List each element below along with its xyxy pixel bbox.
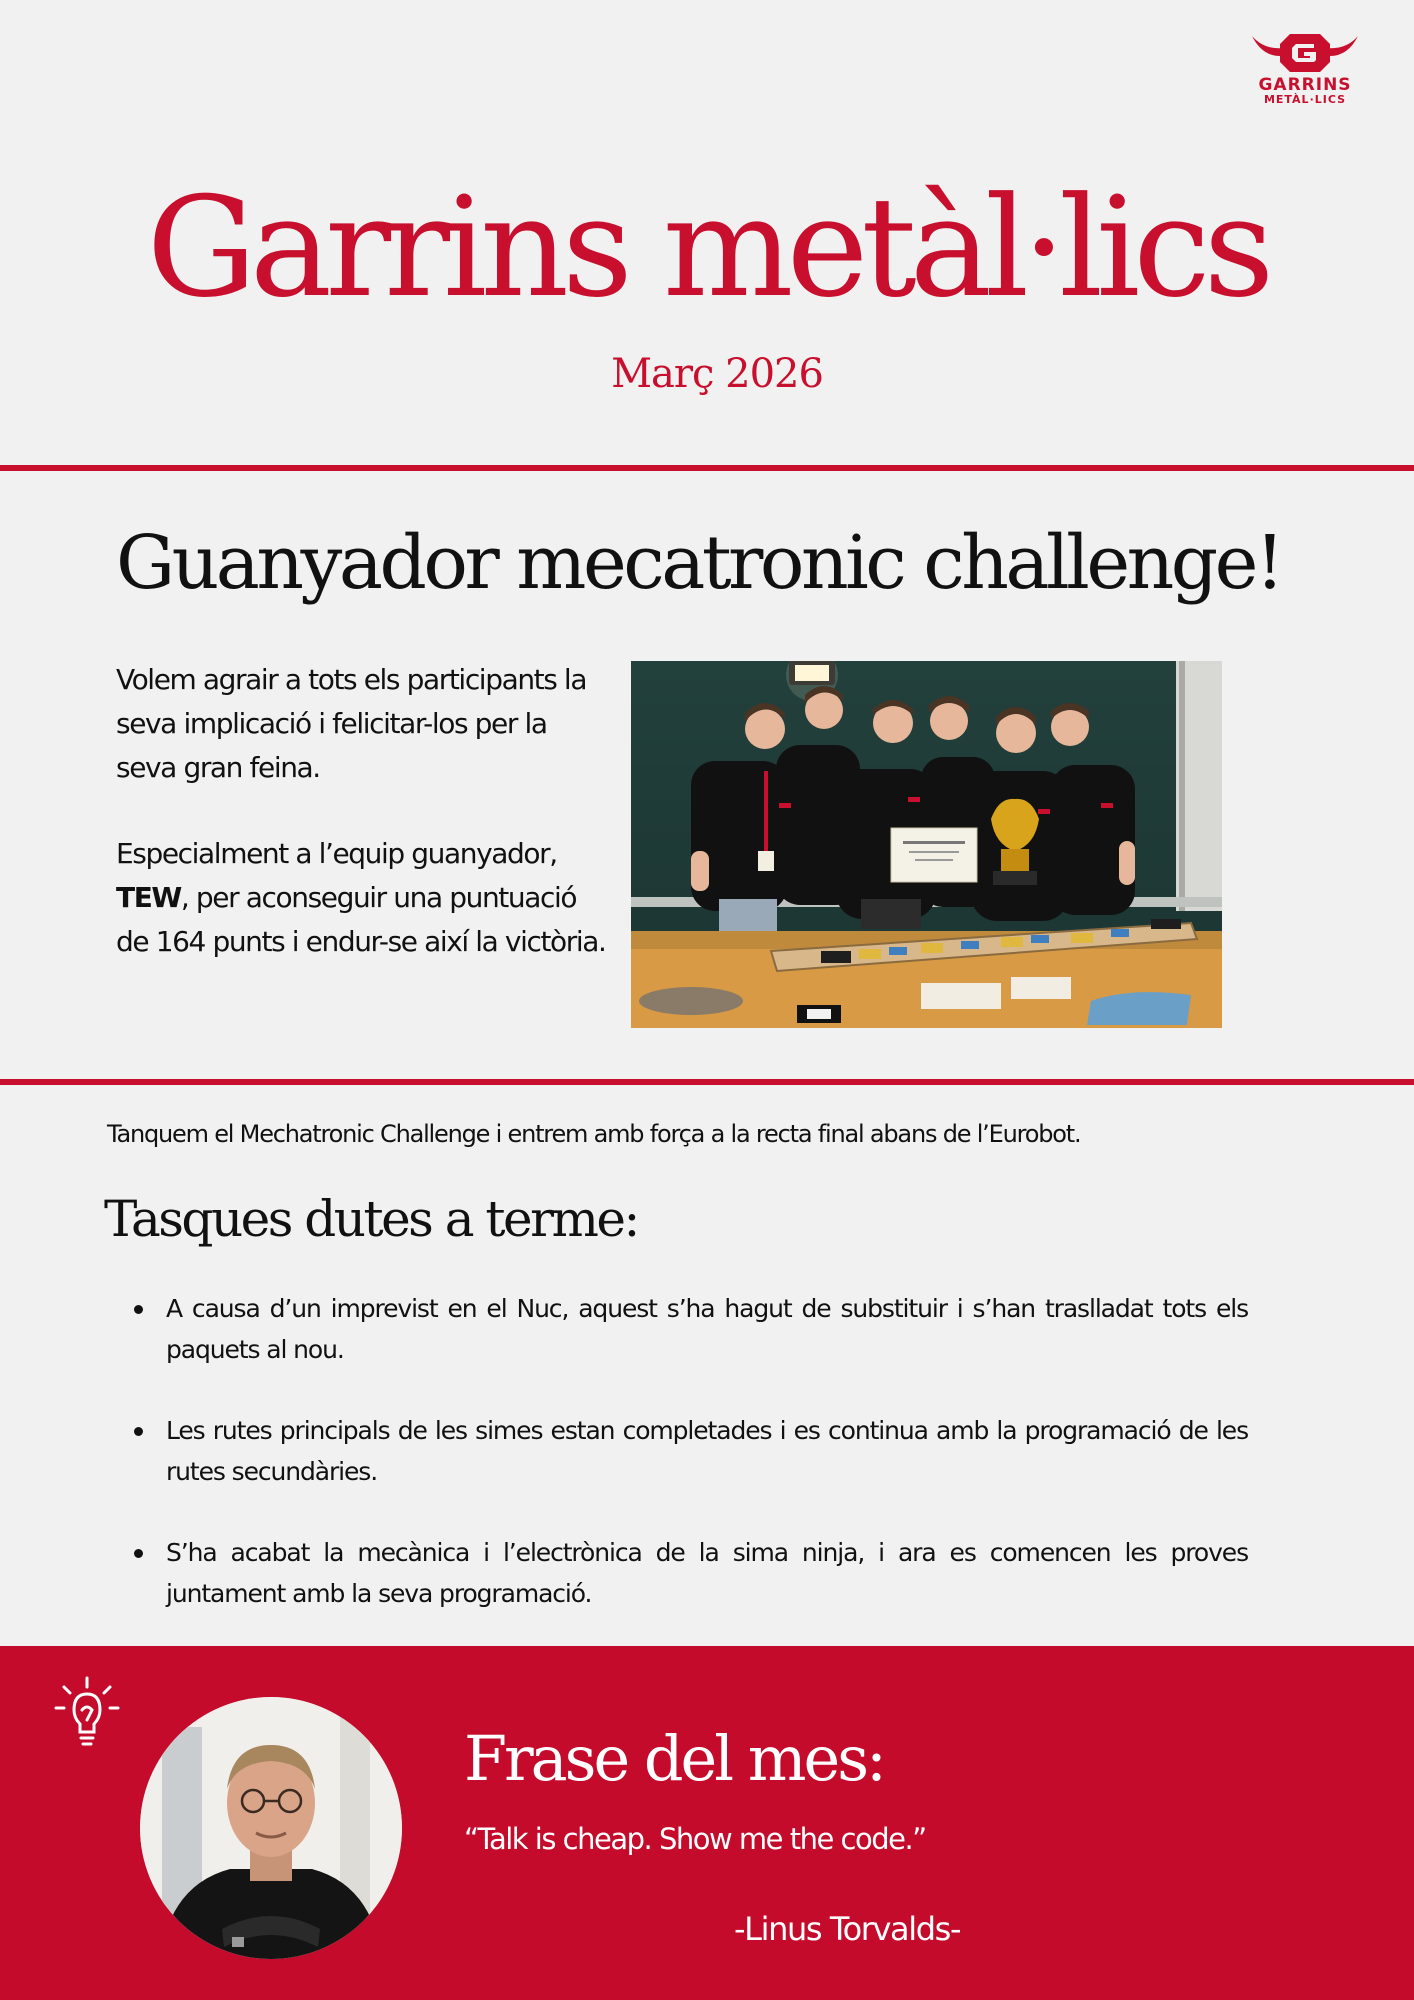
team-photo-with-trophy-icon — [631, 661, 1222, 1028]
list-item: A causa d’un imprevist en el Nuc, aquest s’ha hagut de substituir i s’han traslladat tots els paquets al nou. — [166, 1288, 1248, 1370]
quote-text: “Talk is cheap. Show me the code.” — [464, 1822, 926, 1856]
lead-sentence: Tanquem el Mechatronic Challenge i entrem amb força a la recta final abans de l’Eurobot. — [107, 1120, 1081, 1148]
list-item: S’ha acabat la mecànica i l’electrònica de la sima ninja, i ara es comencen les proves juntament amb la seva programació. — [166, 1532, 1248, 1614]
garrins-horned-g-logo-icon — [1250, 28, 1360, 74]
feature-headline: Guanyador mecatronic challenge! — [116, 520, 1282, 606]
newsletter-title: Garrins metàl·lics — [146, 167, 1268, 328]
quote-title: Frase del mes: — [464, 1722, 884, 1795]
feature-paragraph-thanks: Volem agrair a tots els participants la seva implicació i felicitar-los per la seva gran feina. — [116, 663, 587, 784]
winner-text-start: Especialment a l’equip guanyador, — [116, 837, 557, 870]
team-photo — [631, 661, 1222, 1028]
logo-subtitle: METÀL·LICS — [1263, 93, 1347, 106]
portrait-photo-icon — [140, 1697, 402, 1959]
feature-text — [116, 658, 606, 1006]
divider-top — [0, 465, 1414, 471]
quote-author: -Linus Torvalds- — [734, 1910, 961, 1948]
tasks-title: Tasques dutes a terme: — [104, 1190, 638, 1248]
brand-logo — [1240, 28, 1370, 118]
divider-middle — [0, 1079, 1414, 1085]
portrait — [140, 1697, 402, 1959]
winner-team-name: TEW — [116, 881, 181, 914]
feature-paragraph-winner — [116, 832, 606, 964]
list-item: Les rutes principals de les simes estan completades i es continua amb la programació de les rutes secundàries. — [166, 1410, 1248, 1492]
lightbulb-icon — [54, 1676, 120, 1754]
issue-date: Març 2026 — [611, 351, 823, 397]
logo-wordmark: GARRINS — [1258, 75, 1352, 95]
tasks-list — [166, 1288, 1248, 1654]
winner-text-end: , per aconseguir una puntuació de 164 punts i endur-se així la victòria. — [116, 881, 606, 958]
